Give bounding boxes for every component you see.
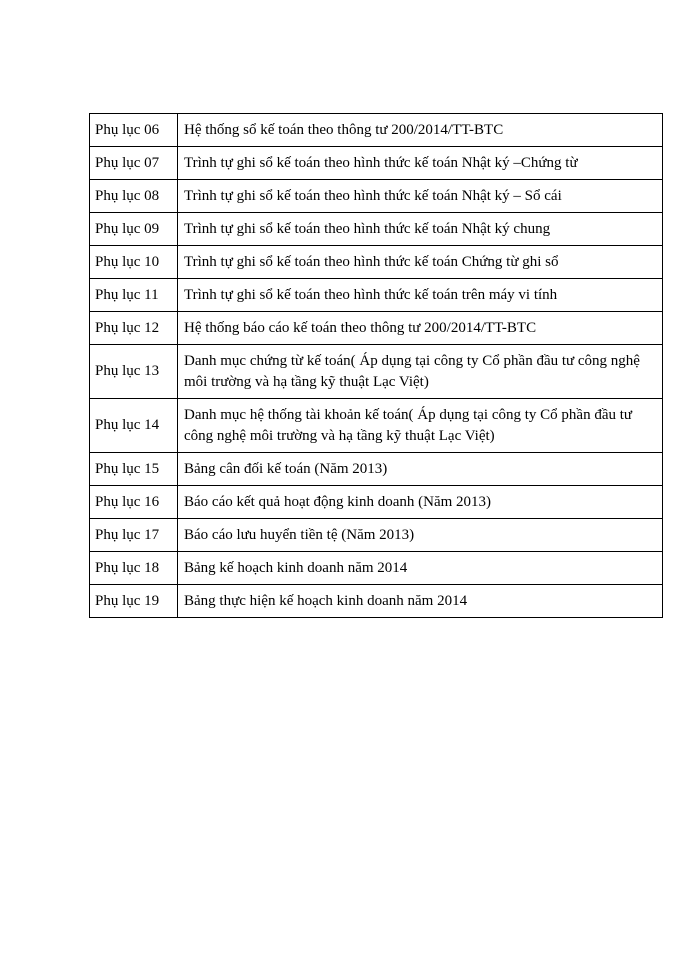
appendix-table-body — [90, 114, 663, 618]
table-row — [90, 312, 663, 345]
table-row — [90, 585, 663, 618]
appendix-title: Danh mục chứng từ kế toán( Áp dụng tại công ty Cổ phần đầu tư công nghệ môi trường và hạ tầng kỹ thuật Lạc Việt) — [178, 345, 663, 399]
table-row — [90, 147, 663, 180]
table-row — [90, 399, 663, 453]
appendix-title: Bảng thực hiện kế hoạch kinh doanh năm 2014 — [178, 585, 663, 618]
appendix-title: Danh mục hệ thống tài khoản kế toán( Áp dụng tại công ty Cổ phần đầu tư công nghệ môi trường và hạ tầng kỹ thuật Lạc Việt) — [178, 399, 663, 453]
table-row — [90, 519, 663, 552]
appendix-label: Phụ lục 18 — [90, 552, 178, 585]
table-row — [90, 213, 663, 246]
appendix-title: Hệ thống báo cáo kế toán theo thông tư 200/2014/TT-BTC — [178, 312, 663, 345]
table-row — [90, 114, 663, 147]
appendix-label: Phụ lục 08 — [90, 180, 178, 213]
appendix-title: Báo cáo lưu huyển tiền tệ (Năm 2013) — [178, 519, 663, 552]
appendix-title: Báo cáo kết quả hoạt động kinh doanh (Năm 2013) — [178, 486, 663, 519]
appendix-title: Trình tự ghi sổ kế toán theo hình thức kế toán Nhật ký –Chứng từ — [178, 147, 663, 180]
appendix-label: Phụ lục 14 — [90, 399, 178, 453]
table-row — [90, 180, 663, 213]
appendix-title: Trình tự ghi sổ kế toán theo hình thức kế toán Nhật ký chung — [178, 213, 663, 246]
table-row — [90, 279, 663, 312]
table-row — [90, 453, 663, 486]
appendix-label: Phụ lục 10 — [90, 246, 178, 279]
appendix-label: Phụ lục 06 — [90, 114, 178, 147]
appendix-title: Hệ thống sổ kế toán theo thông tư 200/2014/TT-BTC — [178, 114, 663, 147]
appendix-table — [89, 113, 663, 618]
appendix-label: Phụ lục 19 — [90, 585, 178, 618]
table-row — [90, 345, 663, 399]
appendix-label: Phụ lục 16 — [90, 486, 178, 519]
appendix-title: Trình tự ghi sổ kế toán theo hình thức kế toán trên máy vi tính — [178, 279, 663, 312]
table-row — [90, 552, 663, 585]
appendix-label: Phụ lục 07 — [90, 147, 178, 180]
table-row — [90, 246, 663, 279]
appendix-title: Trình tự ghi sổ kế toán theo hình thức kế toán Chứng từ ghi sổ — [178, 246, 663, 279]
appendix-label: Phụ lục 11 — [90, 279, 178, 312]
appendix-label: Phụ lục 13 — [90, 345, 178, 399]
appendix-title: Trình tự ghi sổ kế toán theo hình thức kế toán Nhật ký – Sổ cái — [178, 180, 663, 213]
appendix-title: Bảng cân đối kế toán (Năm 2013) — [178, 453, 663, 486]
appendix-label: Phụ lục 15 — [90, 453, 178, 486]
appendix-label: Phụ lục 09 — [90, 213, 178, 246]
appendix-title: Bảng kế hoạch kinh doanh năm 2014 — [178, 552, 663, 585]
appendix-label: Phụ lục 17 — [90, 519, 178, 552]
appendix-label: Phụ lục 12 — [90, 312, 178, 345]
table-row — [90, 486, 663, 519]
